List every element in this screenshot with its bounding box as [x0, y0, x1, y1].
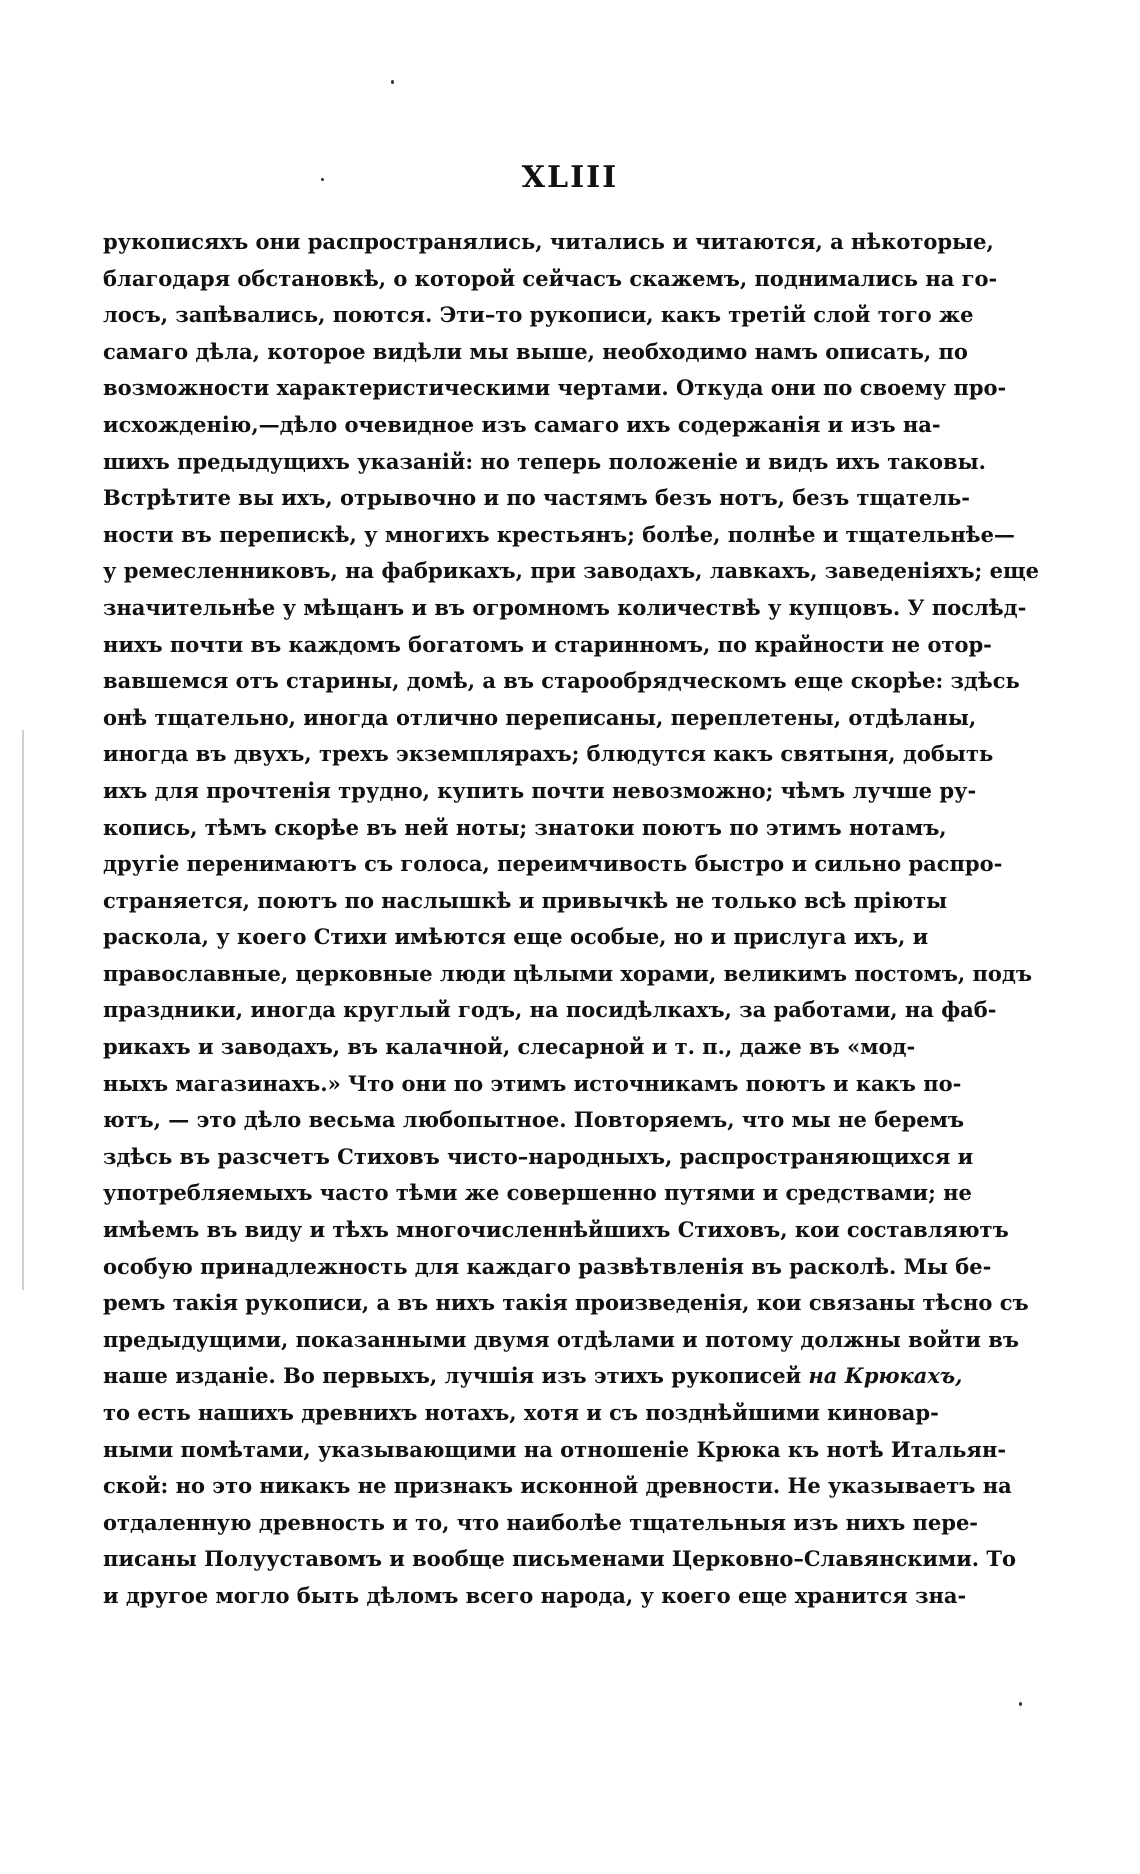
- text-line-segment: наше изданіе. Во первыхъ, лучшія изъ этихъ рукописей: [103, 1363, 802, 1389]
- text-line: и другое могло быть дѣломъ всего народа, у коего еще хранится зна-: [103, 1582, 967, 1608]
- text-line: здѣсь въ разсчетъ Стиховъ чисто–народныхъ, распространяющихся и: [103, 1143, 974, 1169]
- text-line: раскола, у коего Стихи имѣются еще особые, но и прислуга ихъ, и: [103, 924, 929, 950]
- text-line: употребляемыхъ часто тѣми же совершенно путями и средствами; не: [103, 1180, 972, 1206]
- text-line: у ремесленниковъ, на фабрикахъ, при заводахъ, лавкахъ, заведеніяхъ; еще: [103, 558, 1040, 584]
- text-line: ской: но это никакъ не признакъ исконной древности. Не указываетъ на: [103, 1473, 1012, 1499]
- text-line: отдаленную древность и то, что наиболѣе тщательныя изъ нихъ пере-: [103, 1509, 979, 1535]
- text-line: ными помѣтами, указывающими на отношеніе Крюка къ нотѣ Итальян-: [103, 1436, 1007, 1462]
- text-line: возможности характеристическими чертами. Откуда они по своему про-: [103, 375, 1007, 401]
- text-line: православные, церковные люди цѣлыми хорами, великимъ постомъ, подъ: [103, 960, 1032, 986]
- text-line: онѣ тщательно, иногда отлично переписаны, переплетены, отдѣланы,: [103, 704, 977, 730]
- print-speck: [321, 178, 324, 181]
- text-line-with-italic: [103, 1358, 963, 1395]
- text-line: рукописяхъ они распространялись, читались и читаются, а нѣкоторые,: [103, 229, 994, 254]
- text-line: имѣемъ въ виду и тѣхъ многочисленнѣйшихъ Стиховъ, кои составляютъ: [103, 1217, 1009, 1243]
- text-line: ютъ, — это дѣло весьма любопытное. Повторяемъ, что мы не беремъ: [103, 1107, 964, 1133]
- text-line: копись, тѣмъ скорѣе въ ней ноты; знатоки поютъ по этимъ нотамъ,: [103, 814, 947, 840]
- body-text: [103, 224, 1040, 1615]
- text-line: вавшемся отъ старины, домѣ, а въ старообрядческомъ еще скорѣе: здѣсь: [103, 668, 1020, 694]
- page-edge-shadow: [22, 730, 24, 1290]
- text-line: иногда въ двухъ, трехъ экземплярахъ; блюдутся какъ святыня, добыть: [103, 741, 994, 767]
- text-line: страняется, поютъ по наслышкѣ и привычкѣ не только всѣ пріюты: [103, 887, 948, 913]
- text-line: ныхъ магазинахъ.» Что они по этимъ источникамъ поютъ и какъ по-: [103, 1070, 962, 1096]
- text-line: шихъ предыдущихъ указаній: но теперь положеніе и видъ ихъ таковы.: [103, 448, 986, 474]
- text-line: значительнѣе у мѣщанъ и въ огромномъ количествѣ у купцовъ. У послѣд-: [103, 594, 1027, 620]
- text-line: Встрѣтите вы ихъ, отрывочно и по частямъ безъ нотъ, безъ тщатель-: [103, 485, 970, 511]
- text-line: самаго дѣла, которое видѣли мы выше, необходимо намъ описать, по: [103, 338, 968, 364]
- text-line: исхожденію,—дѣло очевидное изъ самаго ихъ содержанія и изъ на-: [103, 411, 941, 437]
- text-line: рикахъ и заводахъ, въ калачной, слесарной и т. п., даже въ «мод-: [103, 1034, 916, 1060]
- text-line: предыдущими, показанными двумя отдѣлами и потому должны войти въ: [103, 1326, 1019, 1352]
- text-line: ихъ для прочтенія трудно, купить почти невозможно; чѣмъ лучше ру-: [103, 777, 977, 803]
- italic-phrase: на Крюкахъ,: [808, 1363, 963, 1389]
- page-number: XLIII: [521, 160, 619, 195]
- text-line: праздники, иногда круглый годъ, на посидѣлкахъ, за работами, на фаб-: [103, 997, 997, 1023]
- text-line: лосъ, запѣвались, поются. Эти–то рукописи, какъ третій слой того же: [103, 302, 974, 328]
- text-line: особую принадлежность для каждаго развѣтвленія въ расколѣ. Мы бе-: [103, 1253, 992, 1279]
- text-line: другіе перенимаютъ съ голоса, переимчивость быстро и сильно распро-: [103, 851, 1003, 877]
- text-line: благодаря обстановкѣ, о которой сейчасъ скажемъ, поднимались на го-: [103, 265, 998, 291]
- text-line: писаны Полууставомъ и вообще письменами Церковно–Славянскими. То: [103, 1546, 1017, 1572]
- text-line: ремъ такія рукописи, а въ нихъ такія произведенія, кои связаны тѣсно съ: [103, 1290, 1029, 1316]
- text-line: ности въ перепискѣ, у многихъ крестьянъ; болѣе, полнѣе и тщательнѣе—: [103, 521, 1015, 547]
- print-speck: [391, 80, 394, 84]
- print-speck: [1019, 1702, 1022, 1706]
- text-line: то есть нашихъ древнихъ нотахъ, хотя и съ позднѣйшими киновар-: [103, 1400, 939, 1425]
- text-line: нихъ почти въ каждомъ богатомъ и старинномъ, по крайности не отор-: [103, 631, 992, 657]
